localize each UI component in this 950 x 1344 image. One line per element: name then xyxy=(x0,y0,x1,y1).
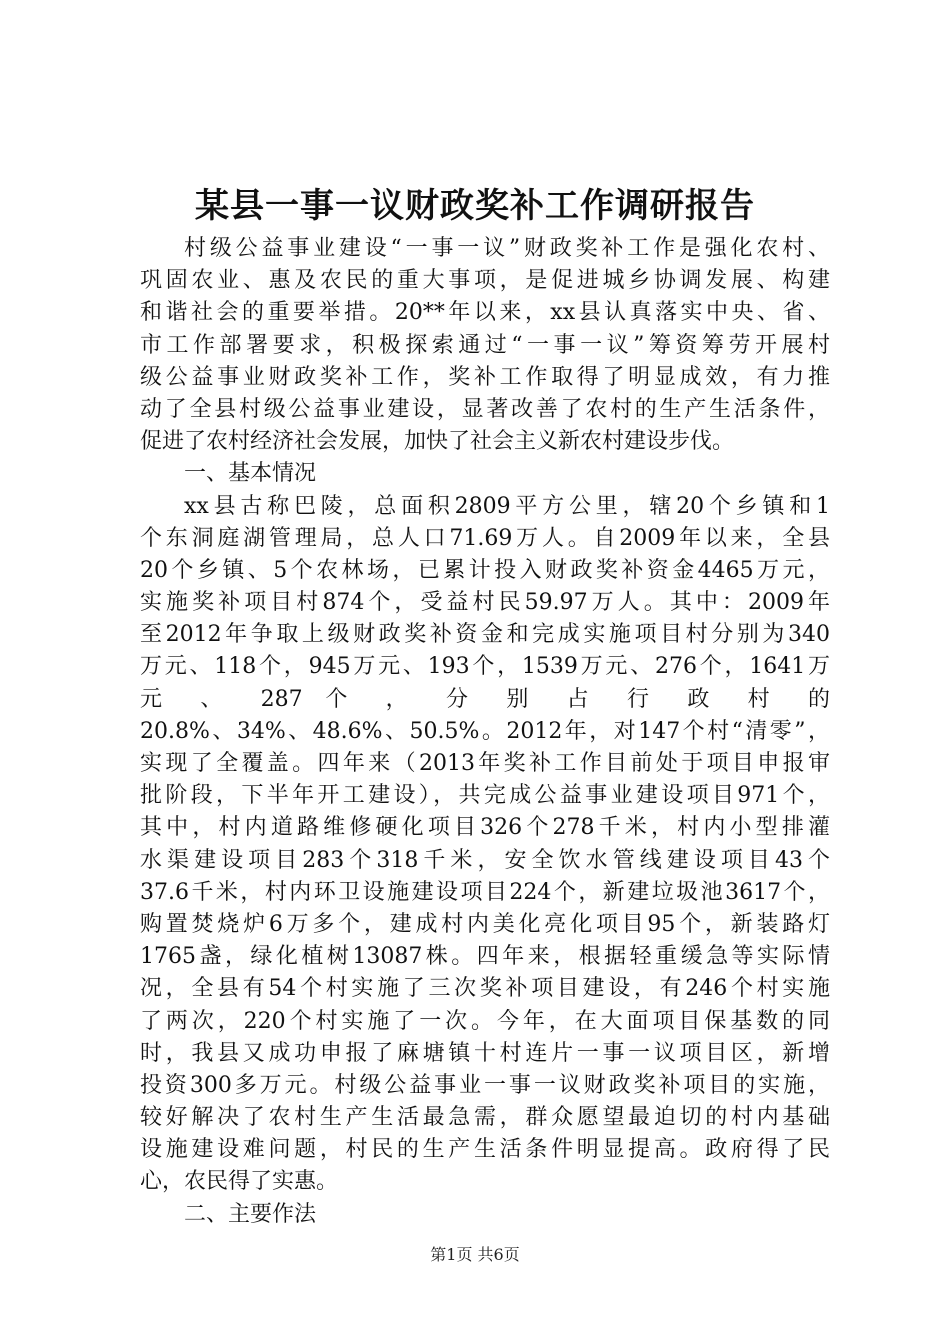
text-line: 较好解决了农村生产生活最急需，群众愿望最迫切的村内基础 xyxy=(140,1105,830,1131)
text-line: 况，全县有54个村实施了三次奖补项目建设，有246个村实施 xyxy=(140,976,830,1002)
text-line: 其中，村内道路维修硬化项目326个278千米，村内小型排灌 xyxy=(140,815,830,841)
text-line: 设施建设难问题，村民的生产生活条件明显提高。政府得了民 xyxy=(140,1137,830,1163)
text-line: 村级公益事业建设“一事一议”财政奖补工作是强化农村、 xyxy=(184,236,830,261)
text-line: 级公益事业财政奖补工作，奖补工作取得了明显成效，有力推 xyxy=(140,364,830,390)
text-line: 水渠建设项目283个318千米，安全饮水管线建设项目43个 xyxy=(140,847,830,873)
text-line: 元 、 287 个 ， 分 别 占 行 政 村 的 xyxy=(140,686,830,712)
text-line: 实施奖补项目村874个，受益村民59.97万人。其中：2009年 xyxy=(140,590,830,616)
text-line: 心，农民得了实惠。 xyxy=(140,1169,339,1195)
document-title: 某县一事一议财政奖补工作调研报告 xyxy=(195,186,755,226)
text-line: 批阶段，下半年开工建设），共完成公益事业建设项目971个， xyxy=(140,783,830,809)
text-line: 实现了全覆盖。四年来（2013年奖补工作目前处于项目申报审 xyxy=(140,751,830,776)
text-line: 20.8%、34%、48.6%、50.5%。2012年，对147个村“清零”， xyxy=(140,718,830,744)
text-line: 了两次，220个村实施了一次。今年，在大面项目保基数的同 xyxy=(140,1008,830,1034)
text-line: 投资300多万元。村级公益事业一事一议财政奖补项目的实施， xyxy=(140,1072,830,1098)
text-line: 1765盏，绿化植树13087株。四年来，根据轻重缓急等实际情 xyxy=(140,944,830,970)
text-line: 一、基本情况 xyxy=(184,461,317,487)
text-line: xx县古称巴陵，总面积2809平方公里，辖20个乡镇和1 xyxy=(184,493,830,519)
text-line: 万元、118个，945万元、193个，1539万元、276个，1641万 xyxy=(140,654,830,680)
page-footer: 第1页 共6页 xyxy=(430,1245,520,1264)
text-line: 巩固农业、惠及农民的重大事项，是促进城乡协调发展、构建 xyxy=(140,268,830,294)
text-line: 和谐社会的重要举措。20**年以来，xx县认真落实中央、省、 xyxy=(140,300,830,326)
document-body xyxy=(140,233,830,1231)
text-line: 37.6千米，村内环卫设施建设项目224个，新建垃圾池3617个， xyxy=(140,879,830,905)
text-line: 市工作部署要求，积极探索通过“一事一议”筹资筹劳开展村 xyxy=(140,332,830,358)
text-line: 购置焚烧炉6万多个，建成村内美化亮化项目95个，新装路灯 xyxy=(140,911,830,937)
text-line: 至2012年争取上级财政奖补资金和完成实施项目村分别为340 xyxy=(140,622,830,648)
text-line: 20个乡镇、5个农林场，已累计投入财政奖补资金4465万元， xyxy=(140,557,830,583)
text-line: 促进了农村经济社会发展，加快了社会主义新农村建设步伐。 xyxy=(140,429,735,455)
text-line: 个东洞庭湖管理局，总人口71.69万人。自2009年以来，全县 xyxy=(140,525,830,551)
text-line: 动了全县村级公益事业建设，显著改善了农村的生产生活条件， xyxy=(140,396,830,422)
text-line: 二、主要作法 xyxy=(184,1201,317,1227)
text-line: 时，我县又成功申报了麻塘镇十村连片一事一议项目区，新增 xyxy=(140,1040,830,1066)
